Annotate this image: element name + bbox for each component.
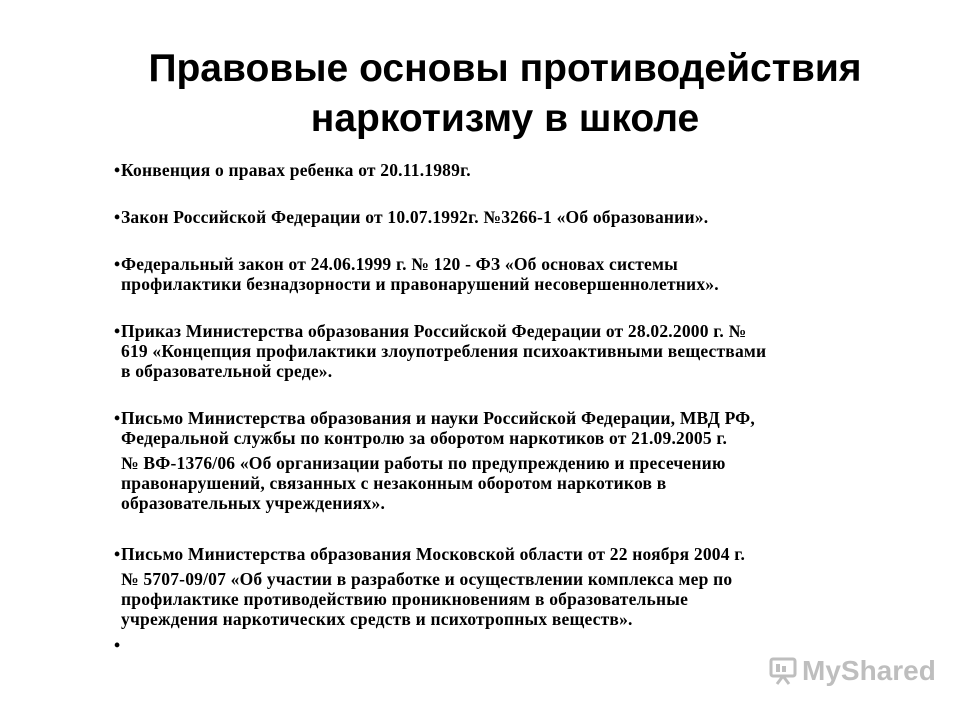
bullet-item-empty bbox=[116, 635, 900, 655]
bullet-text: Федеральный закон от 24.06.1999 г. № 120 - ФЗ «Об основах системы bbox=[121, 254, 679, 274]
watermark bbox=[768, 655, 936, 687]
slide-title bbox=[0, 44, 960, 144]
bullet-text: образовательных учреждениях». bbox=[121, 493, 386, 513]
bullet-text: Конвенция о правах ребенка от 20.11.1989г. bbox=[121, 160, 471, 180]
bullet-text: профилактики безнадзорности и правонарушений несовершеннолетних». bbox=[121, 274, 719, 294]
bullet-text: Федеральной службы по контролю за оборотом наркотиков от 21.09.2005 г. bbox=[121, 428, 728, 448]
bullet-item-ministry-order-619 bbox=[116, 321, 900, 381]
bullet-text: № 5707-09/07 «Об участии в разработке и осуществлении комплекса мер по bbox=[121, 569, 733, 589]
bullet-marker: • bbox=[114, 160, 121, 180]
bullet-text: правонарушений, связанных с незаконным оборотом наркотиков в bbox=[121, 473, 667, 493]
bullet-text: Письмо Министерства образования Московской области от 22 ноября 2004 г. bbox=[121, 544, 746, 564]
bullet-text: учреждения наркотических средств и психотропных веществ». bbox=[121, 609, 633, 629]
bullet-item-federal-law-120 bbox=[116, 254, 900, 294]
bullet-text: Письмо Министерства образования и науки Российской Федерации, МВД РФ, bbox=[121, 408, 755, 428]
watermark-text: MyShared bbox=[802, 655, 936, 686]
bullet-text: Закон Российской Федерации от 10.07.1992г. №3266-1 «Об образовании». bbox=[121, 207, 709, 227]
bullet-text: Приказ Министерства образования Российской Федерации от 28.02.2000 г. № bbox=[121, 321, 747, 341]
bullet-marker: • bbox=[114, 321, 121, 341]
bullet-marker: • bbox=[114, 254, 121, 274]
bullet-text: в образовательной среде». bbox=[121, 361, 333, 381]
bullet-item-letter-moscow-oblast bbox=[116, 544, 900, 629]
bullet-text: 619 «Концепция профилактики злоупотребления психоактивными веществами bbox=[121, 341, 767, 361]
projector-screen-icon bbox=[768, 656, 798, 686]
bullet-text: профилактике противодействию проникновениям в образовательные bbox=[121, 589, 689, 609]
bullet-item-convention bbox=[116, 160, 900, 180]
bullet-item-education-law bbox=[116, 207, 900, 227]
bullet-item-letter-vf-1376 bbox=[116, 408, 900, 513]
bullet-continuation bbox=[121, 569, 900, 629]
bullet-marker: • bbox=[114, 635, 121, 655]
bullet-marker: • bbox=[114, 544, 121, 564]
bullet-marker: • bbox=[114, 207, 121, 227]
bullet-continuation bbox=[121, 453, 900, 513]
bullet-marker: • bbox=[114, 408, 121, 428]
slide-title-line-2: наркотизму в школе bbox=[310, 97, 700, 140]
slide-title-line-1: Правовые основы противодействия bbox=[148, 47, 862, 90]
bullet-list bbox=[116, 160, 900, 655]
bullet-text: № ВФ-1376/06 «Об организации работы по предупреждению и пресечению bbox=[121, 453, 726, 473]
